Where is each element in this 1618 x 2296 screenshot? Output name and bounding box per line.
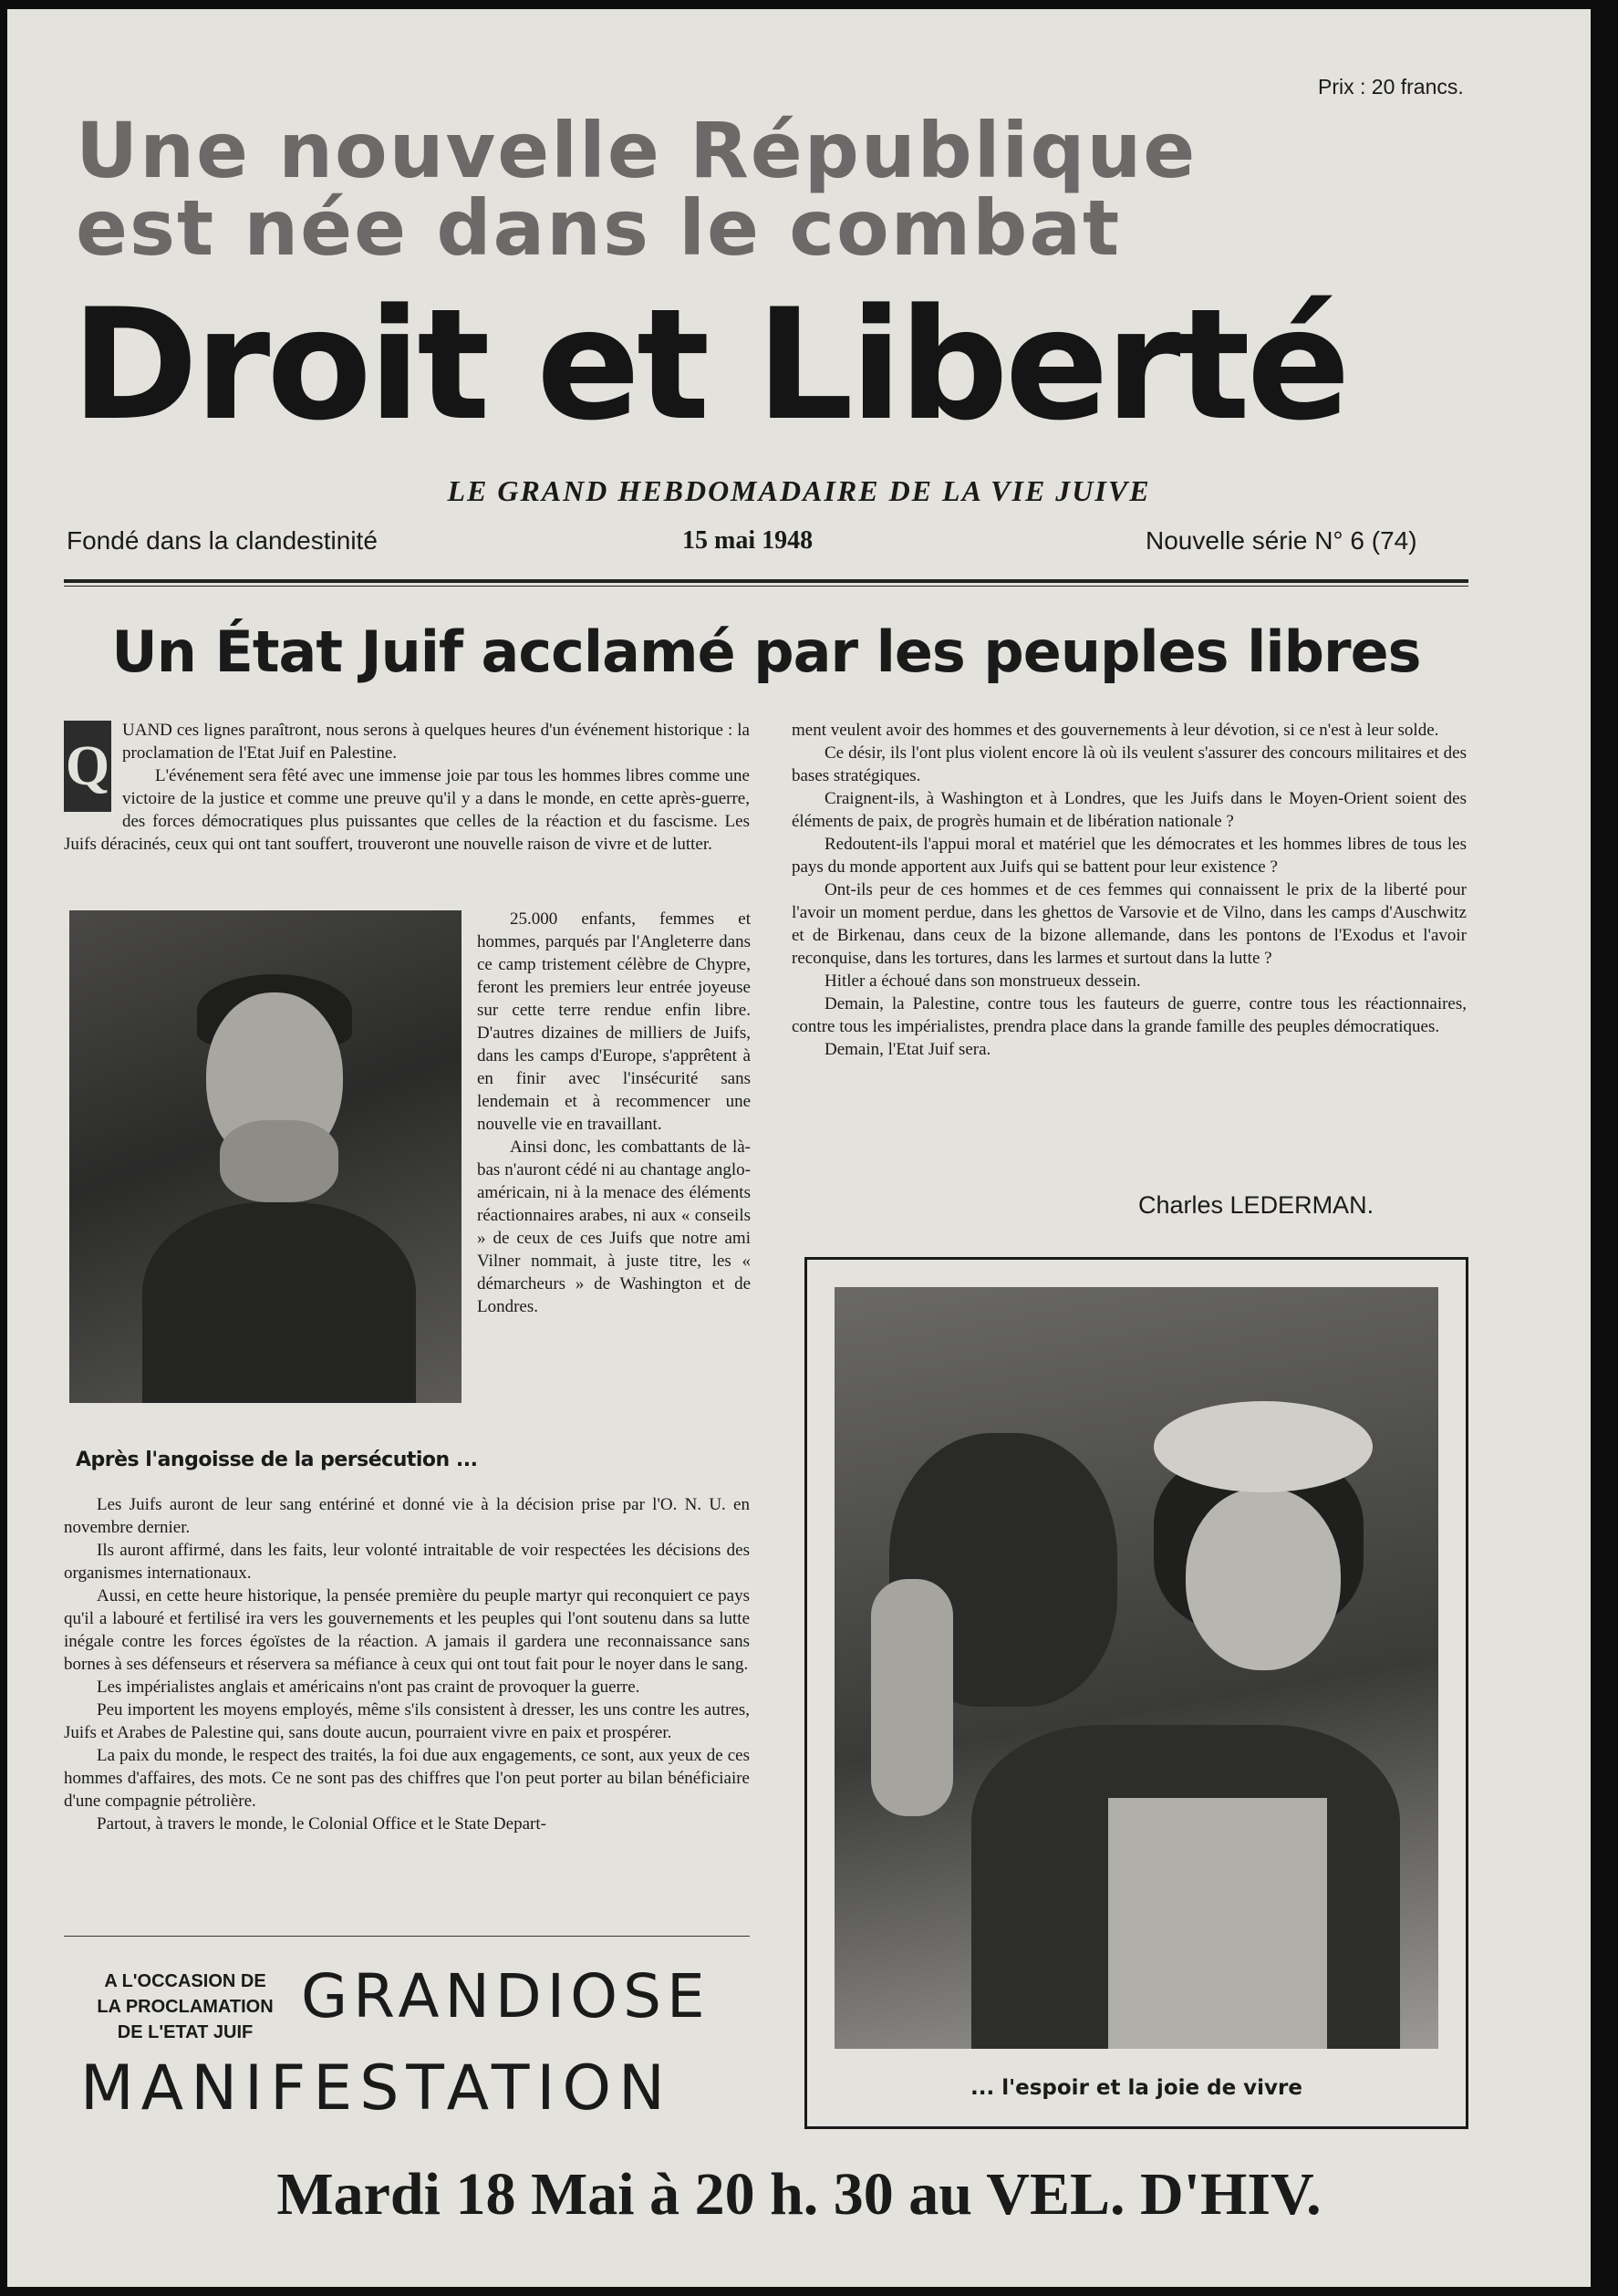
article-paragraph: Hitler a échoué dans son monstrueux dessein. [825, 971, 1141, 991]
newspaper-title: Droit et Liberté [71, 275, 1347, 454]
top-headline-line1: Une nouvelle République [76, 106, 1198, 195]
article-paragraph: Redoutent-ils l'appui moral et matériel que les démocrates et les hommes libres de tous les pays du monde apportent aux Juifs qui se battent pour leur existence ? [792, 835, 1467, 877]
article-paragraph: Peu importent les moyens employés, même s'ils consistent à dresser, les uns contre les autres, Juifs et Arabes de Palestine qui, sans doute aucun, pourraient vivre en paix et prospérer. [64, 1700, 750, 1742]
masthead-rule-thin [64, 586, 1468, 587]
article-column-left-top [64, 719, 750, 856]
article-paragraph: Ce désir, ils l'ont plus violent encore là où ils veulent s'assurer des concours militaires et des bases stratégiques. [792, 743, 1467, 785]
dropcap: Q [64, 721, 111, 812]
photo-boy [69, 910, 462, 1403]
issue-number: Nouvelle série N° 6 (74) [1146, 526, 1417, 555]
author-signature: Charles LEDERMAN. [1138, 1191, 1374, 1219]
occasion-line: A L'OCCASION DE [104, 1971, 266, 1991]
article-paragraph: Craignent-ils, à Washington et à Londres, que les Juifs dans le Moyen-Orient soient des éléments de paix, de progrès humain et de libération nationale ? [792, 789, 1467, 831]
article-paragraph: Aussi, en cette heure historique, la pensée première du peuple martyr qui reconquiert ce pays qu'il a labouré et fertilisé ira vers les gouvernements et les peuples qui l'ont soutenu dans sa lutte inégale contre les forces égoïstes de la réaction. A jamais il gardera une reconnaissance sans bornes à ses défenseurs et réservera sa méfiance à ceux qui ont tout fait pour le noyer dans le sang. [64, 1586, 750, 1674]
article-column-right [792, 719, 1467, 1061]
photo-caption-left: Après l'angoisse de la persécution ... [76, 1449, 478, 1471]
article-paragraph: Ils auront affirmé, dans les faits, leur volonté intraitable de voir respectées les décisions des organismes internationaux. [64, 1541, 750, 1583]
occasion-line: DE L'ETAT JUIF [117, 2022, 254, 2042]
photo-girl [835, 1287, 1438, 2049]
newspaper-subtitle: LE GRAND HEBDOMADAIRE DE LA VIE JUIVE [447, 474, 1151, 507]
article-paragraph: Les impérialistes anglais et américains n'ont pas craint de provoquer la guerre. [97, 1678, 640, 1697]
announcement-rule [64, 1936, 750, 1937]
announcement-occasion [80, 1969, 290, 2045]
founded-note: Fondé dans la clandestinité [67, 526, 378, 555]
article-paragraph: Demain, la Palestine, contre tous les fauteurs de guerre, contre tous les réactionnaires, contre tous les impérialistes, prendra place dans la grande famille des peuples démocratiques. [792, 994, 1467, 1036]
price: Prix : 20 francs. [1318, 75, 1464, 99]
newspaper-page [7, 9, 1591, 2287]
article-paragraph: 25.000 enfants, femmes et hommes, parqués par l'Angleterre dans ce camp tristement célèbre de Chypre, feront les premiers leur entrée joyeuse sur cette terre rendue enfin libre. D'autres dizaines de milliers de Juifs, dans les camps d'Europe, s'apprêtent à en finir avec l'insécurité sans lendemain et à recommencer une nouvelle vie en travaillant. [477, 909, 751, 1134]
article-intro: UAND ces lignes paraîtront, nous serons à quelques heures d'un événement historique : la proclamation de l'Etat Juif en Palestine. [122, 721, 750, 763]
announcement-manifestation: MANIFESTATION [80, 2052, 672, 2125]
article-paragraph: Ont-ils peur de ces hommes et de ces femmes qui connaissent le prix de la liberté pour l'avoir un moment perdue, dans les ghettos de Varsovie et de Vilno, dans les camps d'Auschwitz et de Birkenau, dans ceux de la bizone allemande, dans les pontons de l'Exodus et l'avoir reconquise, dans les tortures, dans les larmes et surtout dans la lutte ? [792, 880, 1467, 968]
photo-frame-girl [804, 1257, 1468, 2129]
article-paragraph: ment veulent avoir des hommes et des gouvernements à leur dévotion, si ce n'est à leur solde. [792, 721, 1439, 740]
occasion-line: LA PROCLAMATION [97, 1997, 274, 2017]
masthead-rule [64, 579, 1468, 583]
article-column-middle [477, 908, 751, 1318]
top-headline-line2: est née dans le combat [76, 183, 1122, 273]
article-column-left-bottom [64, 1493, 750, 1835]
article-paragraph: Les Juifs auront de leur sang entériné et donné vie à la décision prise par l'O. N. U. en novembre dernier. [64, 1495, 750, 1537]
photo-caption-right: ... l'espoir et la joie de vivre [970, 2076, 1302, 2100]
announcement-grandiose: GRANDIOSE [301, 1961, 710, 2031]
article-paragraph: Ainsi donc, les combattants de là-bas n'auront cédé ni au chantage anglo-américain, ni à la menace des éléments réactionnaires arabes, ni aux « conseils » de ceux de ces Juifs que notre ami Vilner nommait, à juste titre, les « démarcheurs » de Washington et de Londres. [477, 1138, 751, 1316]
issue-date: 15 mai 1948 [682, 526, 814, 555]
article-paragraph: Partout, à travers le monde, le Colonial Office et le State Depart- [97, 1814, 546, 1834]
article-paragraph: L'événement sera fêté avec une immense joie par tous les hommes libres comme une victoire de la justice et comme une preuve qu'il y a dans le monde, en cette après-guerre, des forces démocratiques plus puissantes que celles de la réaction et du fascisme. Les Juifs déracinés, ceux qui ont tant souffert, trouveront une nouvelle raison de vivre et de lutter. [64, 766, 750, 854]
announcement-event: Mardi 18 Mai à 20 h. 30 au VEL. D'HIV. [276, 2161, 1322, 2228]
article-paragraph: La paix du monde, le respect des traités, la foi due aux engagements, ce sont, aux yeux de ces hommes d'affaires, des mots. Ce ne sont pas des chiffres que l'on peut porter au bilan bénéficiaire d'une compagnie pétrolière. [64, 1746, 750, 1811]
article-paragraph: Demain, l'Etat Juif sera. [825, 1040, 991, 1059]
article-headline: Un État Juif acclamé par les peuples libres [111, 618, 1421, 685]
